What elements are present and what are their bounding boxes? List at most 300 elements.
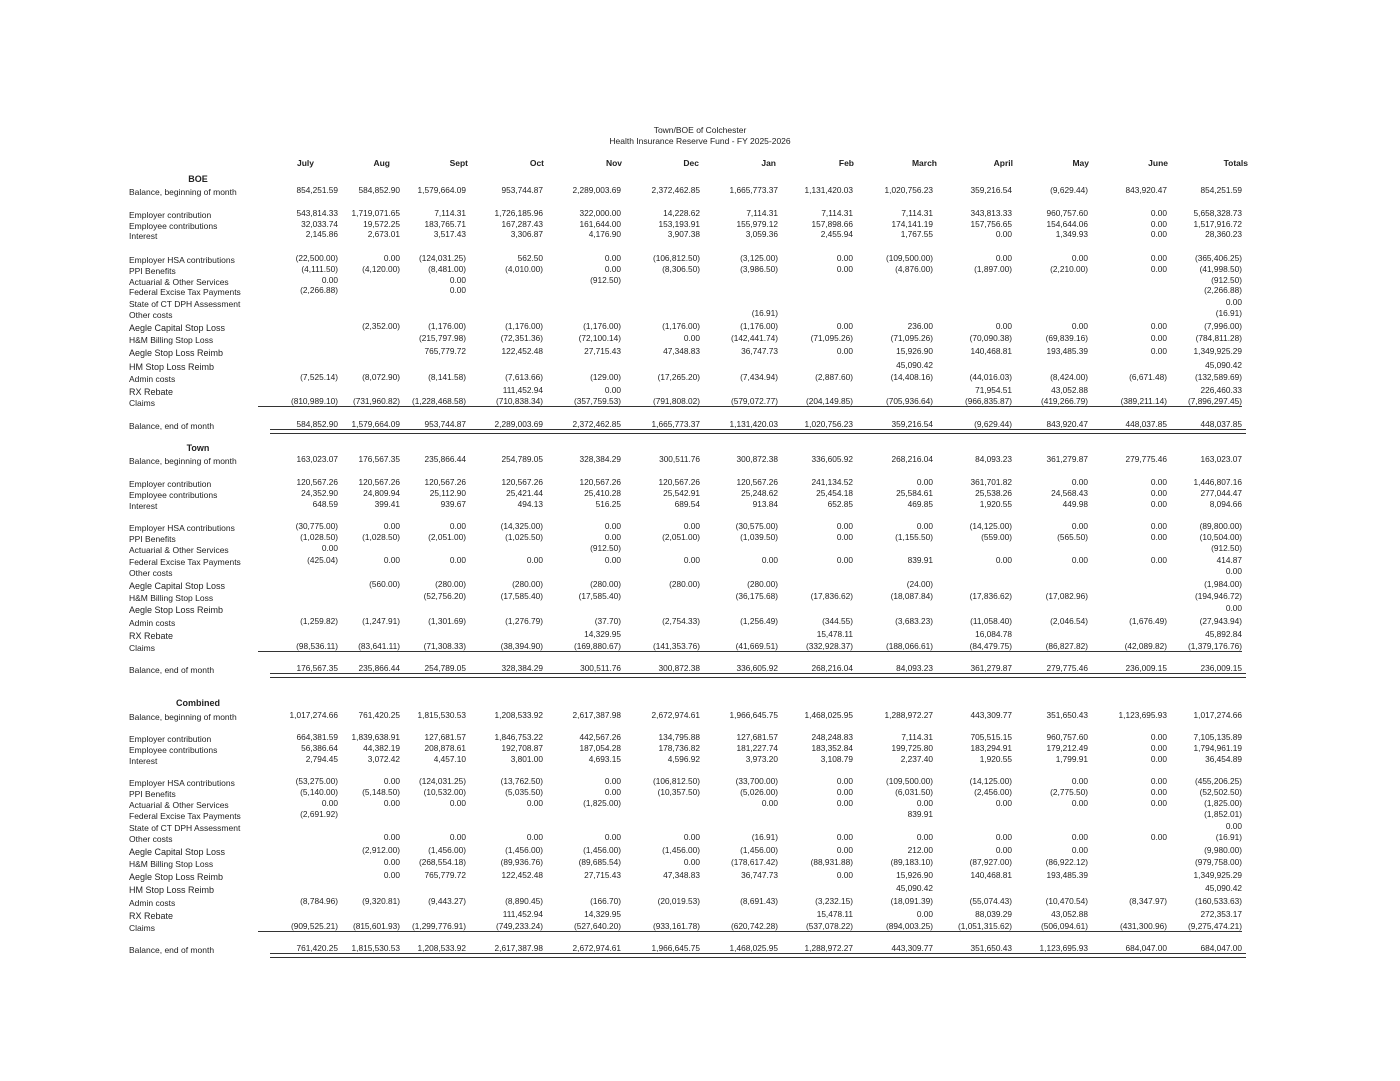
cell-interest-march: 469.85: [907, 499, 933, 509]
cell-interest-feb: 3,108.79: [820, 754, 853, 764]
cell-employer-contribution-april: 705,515.15: [970, 732, 1012, 742]
cell-claims-feb: (204,149.85): [773, 396, 853, 407]
cell-employee-contributions-april: 157,756.65: [970, 219, 1012, 229]
cell-federal-excise-tax-payments-sept: 0.00: [449, 285, 466, 295]
cell-actuarial-and-other-services-july: 0.00: [321, 798, 338, 808]
cell-balance-end-of-month-oct: 2,617,387.98: [494, 943, 543, 953]
cell-rx-rebate-feb: 15,478.11: [816, 629, 853, 639]
cell-ppi-benefits-may: (2,210.00): [1050, 264, 1088, 274]
cell-admin-costs-jan: (8,691.43): [740, 896, 778, 906]
cell-employer-hsa-contributions-nov: 0.00: [604, 521, 621, 531]
cell-admin-costs-june: (6,671.48): [1129, 372, 1167, 382]
row-label-state-of-ct-dph-assessment: State of CT DPH Assessment: [129, 823, 241, 833]
cell-handm-billing-stop-loss-april: (17,836.62): [969, 591, 1012, 601]
cell-ppi-benefits-jan: (1,039.50): [740, 532, 778, 542]
cell-balance-beginning-of-month-jan: 1,665,773.37: [729, 185, 778, 195]
cell-claims-aug: (731,960.82): [320, 396, 400, 407]
cell-actuarial-and-other-services-july: 0.00: [321, 543, 338, 553]
cell-admin-costs-april: (44,016.03): [969, 372, 1012, 382]
cell-balance-end-of-month-jan: 1,468,025.95: [729, 943, 778, 953]
row-label-federal-excise-tax-payments: Federal Excise Tax Payments: [129, 557, 241, 567]
cell-rx-rebate-april: 71,954.51: [975, 385, 1012, 395]
cell-employer-hsa-contributions-july: (22,500.00): [295, 253, 338, 263]
cell-balance-beginning-of-month-totals: 163,023.07: [1200, 454, 1242, 464]
cell-balance-beginning-of-month-totals: 1,017,274.66: [1193, 710, 1242, 720]
cell-claims-sept: (1,228,468.58): [386, 396, 466, 407]
cell-actuarial-and-other-services-nov: (912.50): [590, 275, 621, 285]
row-label-balance-end-of-month: Balance, end of month: [129, 665, 215, 675]
cell-balance-beginning-of-month-feb: 1,131,420.03: [804, 185, 853, 195]
cell-employer-hsa-contributions-feb: 0.00: [836, 253, 853, 263]
cell-aegle-capital-stop-loss-sept: (280.00): [435, 579, 466, 589]
cell-interest-june: 0.00: [1150, 499, 1167, 509]
cell-claims-nov: (527,640.20): [541, 921, 621, 932]
cell-handm-billing-stop-loss-may: (17,082.96): [1045, 591, 1088, 601]
cell-handm-billing-stop-loss-march: (89,183.10): [890, 857, 933, 867]
cell-employer-hsa-contributions-totals: (365,406.25): [1194, 253, 1242, 263]
cell-claims-oct: (38,394.90): [463, 641, 543, 652]
row-label-balance-end-of-month: Balance, end of month: [129, 421, 215, 431]
cell-employee-contributions-june: 0.00: [1150, 219, 1167, 229]
cell-interest-june: 0.00: [1150, 754, 1167, 764]
cell-handm-billing-stop-loss-totals: (194,946.72): [1194, 591, 1242, 601]
cell-interest-sept: 3,517.43: [433, 229, 466, 239]
cell-handm-billing-stop-loss-march: (71,095.26): [890, 333, 933, 343]
cell-state-of-ct-dph-assessment-totals: 0.00: [1225, 297, 1242, 307]
row-label-employer-hsa-contributions: Employer HSA contributions: [129, 255, 235, 265]
cell-balance-beginning-of-month-march: 1,020,756.23: [884, 185, 933, 195]
cell-admin-costs-nov: (166.70): [590, 896, 621, 906]
cell-admin-costs-june: (8,347.97): [1129, 896, 1167, 906]
cell-aegle-stop-loss-reimb-oct: 122,452.48: [501, 346, 543, 356]
cell-interest-may: 1,349.93: [1055, 229, 1088, 239]
cell-interest-sept: 939.67: [440, 499, 466, 509]
cell-interest-march: 2,237.40: [900, 754, 933, 764]
cell-handm-billing-stop-loss-april: (87,927.00): [969, 857, 1012, 867]
cell-other-costs-oct: 0.00: [526, 832, 543, 842]
column-header-june: June: [1148, 158, 1168, 168]
cell-balance-end-of-month-feb: 1,020,756.23: [804, 419, 853, 429]
column-header-dec: Dec: [683, 158, 699, 168]
cell-claims-totals: (1,379,176.76): [1162, 641, 1242, 652]
cell-employer-hsa-contributions-sept: (124,031.25): [418, 253, 466, 263]
cell-aegle-stop-loss-reimb-totals: 1,349,925.29: [1193, 346, 1242, 356]
cell-employer-contribution-may: 960,757.60: [1046, 208, 1088, 218]
cell-claims-nov: (169,880.67): [541, 641, 621, 652]
cell-interest-dec: 689.54: [674, 499, 700, 509]
cell-balance-end-of-month-april: (9,629.44): [974, 419, 1012, 429]
row-label-admin-costs: Admin costs: [129, 618, 176, 628]
cell-balance-end-of-month-nov: 2,672,974.61: [572, 943, 621, 953]
cell-admin-costs-jan: (7,434.94): [740, 372, 778, 382]
cell-employer-contribution-sept: 127,681.57: [424, 732, 466, 742]
cell-handm-billing-stop-loss-jan: (142,441.74): [730, 333, 778, 343]
cell-ppi-benefits-june: 0.00: [1150, 787, 1167, 797]
cell-handm-billing-stop-loss-totals: (784,811.28): [1195, 333, 1242, 343]
cell-ppi-benefits-aug: (4,120.00): [362, 264, 400, 274]
cell-aegle-stop-loss-reimb-june: 0.00: [1150, 346, 1167, 356]
cell-employer-contribution-oct: 120,567.26: [501, 477, 543, 487]
cell-balance-end-of-month-aug: 1,815,530.53: [351, 943, 400, 953]
cell-interest-totals: 28,360.23: [1205, 229, 1242, 239]
cell-aegle-capital-stop-loss-aug: (560.00): [369, 579, 400, 589]
cell-admin-costs-feb: (344.55): [822, 616, 853, 626]
cell-other-costs-april: 0.00: [995, 832, 1012, 842]
cell-ppi-benefits-april: (2,456.00): [974, 787, 1012, 797]
cell-claims-may: (419,266.79): [1008, 396, 1088, 407]
cell-employee-contributions-aug: 44,382.19: [363, 743, 400, 753]
row-label-employer-contribution: Employer contribution: [129, 479, 212, 489]
cell-claims-oct: (749,233.24): [463, 921, 543, 932]
cell-claims-march: (188,066.61): [853, 641, 933, 652]
cell-employee-contributions-march: 25,584.61: [896, 488, 933, 498]
cell-aegle-stop-loss-reimb-april: 140,468.81: [970, 346, 1012, 356]
row-label-other-costs: Other costs: [129, 834, 173, 844]
cell-balance-beginning-of-month-totals: 854,251.59: [1200, 185, 1242, 195]
cell-aegle-capital-stop-loss-dec: (1,456.00): [662, 845, 700, 855]
cell-claims-july: (810,989.10): [258, 396, 338, 407]
cell-employer-hsa-contributions-march: (109,500.00): [885, 253, 933, 263]
cell-employee-contributions-dec: 25,542.91: [663, 488, 700, 498]
cell-employer-contribution-jan: 7,114.31: [746, 208, 778, 218]
cell-handm-billing-stop-loss-dec: 0.00: [683, 857, 700, 867]
cell-employer-contribution-nov: 322,000.00: [579, 208, 621, 218]
cell-aegle-stop-loss-reimb-totals: 1,349,925.29: [1193, 870, 1242, 880]
cell-admin-costs-dec: (2,754.33): [662, 616, 700, 626]
cell-ppi-benefits-march: (1,155.50): [895, 532, 933, 542]
cell-other-costs-jan: (16.91): [751, 308, 778, 318]
cell-interest-oct: 3,801.00: [510, 754, 543, 764]
cell-balance-beginning-of-month-sept: 1,579,664.09: [417, 185, 466, 195]
cell-actuarial-and-other-services-april: 0.00: [995, 798, 1012, 808]
cell-claims-june: (431,300.96): [1087, 921, 1167, 932]
cell-employer-contribution-march: 7,114.31: [901, 732, 933, 742]
cell-hm-stop-loss-reimb-march: 45,090.42: [896, 360, 933, 370]
cell-claims-dec: (141,353.76): [620, 641, 700, 652]
cell-actuarial-and-other-services-sept: 0.00: [449, 275, 466, 285]
cell-balance-beginning-of-month-may: (9,629.44): [1050, 185, 1088, 195]
cell-employer-contribution-april: 343,813.33: [970, 208, 1012, 218]
cell-employer-hsa-contributions-totals: (455,206.25): [1194, 776, 1242, 786]
cell-interest-july: 2,145.86: [305, 229, 338, 239]
cell-hm-stop-loss-reimb-march: 45,090.42: [896, 883, 933, 893]
cell-claims-sept: (71,308.33): [386, 641, 466, 652]
cell-actuarial-and-other-services-sept: 0.00: [449, 798, 466, 808]
cell-balance-beginning-of-month-june: 1,123,695.93: [1118, 710, 1167, 720]
row-label-employee-contributions: Employee contributions: [129, 221, 218, 231]
cell-interest-april: 0.00: [995, 229, 1012, 239]
cell-actuarial-and-other-services-march: 0.00: [916, 798, 933, 808]
cell-balance-end-of-month-june: 448,037.85: [1125, 419, 1167, 429]
cell-actuarial-and-other-services-nov: (1,825.00): [583, 798, 621, 808]
cell-employer-hsa-contributions-jan: (3,125.00): [740, 253, 778, 263]
cell-admin-costs-oct: (7,613.66): [505, 372, 543, 382]
cell-employee-contributions-nov: 25,410.28: [584, 488, 621, 498]
cell-admin-costs-march: (18,091.39): [890, 896, 933, 906]
cell-rx-rebate-may: 43,052.88: [1051, 385, 1088, 395]
column-header-totals: Totals: [1223, 158, 1248, 168]
cell-rx-rebate-feb: 15,478.11: [816, 909, 853, 919]
row-label-ppi-benefits: PPI Benefits: [129, 534, 176, 544]
cell-federal-excise-tax-payments-march: 839.91: [907, 809, 933, 819]
cell-admin-costs-may: (10,470.54): [1045, 896, 1088, 906]
cell-state-of-ct-dph-assessment-totals: 0.00: [1225, 821, 1242, 831]
cell-balance-end-of-month-totals: 448,037.85: [1200, 419, 1242, 429]
cell-employer-contribution-march: 7,114.31: [901, 208, 933, 218]
cell-aegle-capital-stop-loss-oct: (1,176.00): [505, 321, 543, 331]
cell-balance-end-of-month-july: 176,567.35: [296, 663, 338, 673]
row-label-other-costs: Other costs: [129, 568, 173, 578]
row-label-federal-excise-tax-payments: Federal Excise Tax Payments: [129, 811, 241, 821]
report-title: Town/BOE of Colchester: [653, 125, 747, 135]
cell-admin-costs-april: (11,058.40): [970, 616, 1012, 626]
cell-aegle-capital-stop-loss-totals: (1,984.00): [1204, 579, 1242, 589]
cell-employer-contribution-sept: 120,567.26: [424, 477, 466, 487]
cell-aegle-capital-stop-loss-jan: (1,176.00): [740, 321, 778, 331]
cell-employer-hsa-contributions-oct: (14,325.00): [500, 521, 543, 531]
row-label-employer-contribution: Employer contribution: [129, 210, 212, 220]
cell-rx-rebate-nov: 0.00: [604, 385, 621, 395]
row-label-ppi-benefits: PPI Benefits: [129, 266, 176, 276]
cell-claims-jan: (620,742.28): [698, 921, 778, 932]
cell-admin-costs-oct: (8,890.45): [505, 896, 543, 906]
row-label-actuarial-and-other-services: Actuarial & Other Services: [129, 545, 229, 555]
cell-balance-beginning-of-month-sept: 1,815,530.53: [417, 710, 466, 720]
cell-interest-jan: 913.84: [752, 499, 778, 509]
cell-ppi-benefits-dec: (8,306.50): [662, 264, 700, 274]
row-label-ppi-benefits: PPI Benefits: [129, 789, 176, 799]
cell-balance-beginning-of-month-oct: 953,744.87: [501, 185, 543, 195]
column-header-nov: Nov: [605, 158, 622, 168]
row-label-aegle-capital-stop-loss: Aegle Capital Stop Loss: [129, 323, 226, 333]
cell-balance-end-of-month-dec: 300,872.38: [658, 663, 700, 673]
cell-interest-nov: 4,693.15: [588, 754, 621, 764]
cell-handm-billing-stop-loss-aug: 0.00: [383, 857, 400, 867]
cell-employer-hsa-contributions-aug: 0.00: [383, 776, 400, 786]
cell-employer-hsa-contributions-may: 0.00: [1071, 521, 1088, 531]
cell-balance-beginning-of-month-july: 854,251.59: [296, 185, 338, 195]
cell-employer-hsa-contributions-totals: (89,800.00): [1199, 521, 1242, 531]
cell-balance-end-of-month-sept: 953,744.87: [424, 419, 466, 429]
row-label-aegle-stop-loss-reimb: Aegle Stop Loss Reimb: [129, 605, 224, 615]
row-label-state-of-ct-dph-assessment: State of CT DPH Assessment: [129, 299, 241, 309]
cell-employer-hsa-contributions-feb: 0.00: [836, 776, 853, 786]
cell-balance-beginning-of-month-march: 268,216.04: [891, 454, 933, 464]
cell-rx-rebate-may: 43,052.88: [1051, 909, 1088, 919]
cell-aegle-capital-stop-loss-aug: (2,352.00): [362, 321, 400, 331]
cell-employer-contribution-june: 0.00: [1150, 208, 1167, 218]
cell-balance-beginning-of-month-feb: 336,605.92: [811, 454, 853, 464]
cell-other-costs-feb: 0.00: [836, 832, 853, 842]
cell-employer-contribution-july: 120,567.26: [296, 477, 338, 487]
cell-admin-costs-aug: (9,320.81): [362, 896, 400, 906]
cell-federal-excise-tax-payments-may: 0.00: [1071, 555, 1088, 565]
row-label-handm-billing-stop-loss: H&M Billing Stop Loss: [129, 593, 214, 603]
cell-balance-beginning-of-month-nov: 328,384.29: [579, 454, 621, 464]
cell-employer-contribution-aug: 1,719,071.65: [351, 208, 400, 218]
cell-aegle-capital-stop-loss-nov: (1,456.00): [583, 845, 621, 855]
cell-claims-june: (42,089.82): [1087, 641, 1167, 652]
cell-balance-end-of-month-april: 351,650.43: [970, 943, 1012, 953]
row-label-balance-beginning-of-month: Balance, beginning of month: [129, 712, 237, 722]
cell-aegle-stop-loss-reimb-jan: 36,747.73: [741, 346, 778, 356]
cell-handm-billing-stop-loss-jan: (178,617.42): [730, 857, 778, 867]
cell-employer-contribution-oct: 1,846,753.22: [494, 732, 543, 742]
cell-claims-oct: (710,838.34): [463, 396, 543, 407]
cell-interest-july: 2,794.45: [305, 754, 338, 764]
cell-aegle-capital-stop-loss-march: (24.00): [906, 579, 933, 589]
row-label-hm-stop-loss-reimb: HM Stop Loss Reimb: [129, 885, 215, 895]
cell-federal-excise-tax-payments-totals: 414.87: [1216, 555, 1242, 565]
cell-interest-totals: 8,094.66: [1209, 499, 1242, 509]
cell-admin-costs-totals: (132,589.69): [1194, 372, 1242, 382]
cell-balance-end-of-month-july: 584,852.90: [296, 419, 338, 429]
cell-admin-costs-dec: (20,019.53): [657, 896, 700, 906]
cell-balance-end-of-month-nov: 2,372,462.85: [572, 419, 621, 429]
cell-federal-excise-tax-payments-dec: 0.00: [683, 555, 700, 565]
cell-federal-excise-tax-payments-july: (425.04): [307, 555, 338, 565]
cell-employer-contribution-feb: 7,114.31: [821, 208, 853, 218]
row-label-rx-rebate: RX Rebate: [129, 911, 174, 921]
row-label-aegle-stop-loss-reimb: Aegle Stop Loss Reimb: [129, 872, 224, 882]
cell-claims-april: (1,051,315.62): [932, 921, 1012, 932]
row-label-balance-beginning-of-month: Balance, beginning of month: [129, 456, 237, 466]
cell-aegle-stop-loss-reimb-nov: 27,715.43: [584, 346, 621, 356]
cell-admin-costs-sept: (9,443.27): [428, 896, 466, 906]
cell-admin-costs-may: (8,424.00): [1050, 372, 1088, 382]
row-label-rx-rebate: RX Rebate: [129, 631, 174, 641]
cell-aegle-capital-stop-loss-june: 0.00: [1150, 321, 1167, 331]
cell-employee-contributions-june: 0.00: [1150, 488, 1167, 498]
cell-ppi-benefits-june: 0.00: [1150, 264, 1167, 274]
cell-rx-rebate-april: 16,084.78: [975, 629, 1012, 639]
column-header-july: July: [296, 158, 314, 168]
cell-aegle-capital-stop-loss-oct: (280.00): [512, 579, 543, 589]
cell-employer-contribution-may: 0.00: [1071, 477, 1088, 487]
cell-admin-costs-dec: (17,265.20): [657, 372, 700, 382]
cell-aegle-stop-loss-reimb-dec: 47,348.83: [663, 870, 700, 880]
row-label-handm-billing-stop-loss: H&M Billing Stop Loss: [129, 859, 214, 869]
row-label-employer-contribution: Employer contribution: [129, 734, 212, 744]
cell-actuarial-and-other-services-feb: 0.00: [836, 798, 853, 808]
cell-claims-sept: (1,299,776.91): [386, 921, 466, 932]
cell-interest-oct: 3,306.87: [510, 229, 543, 239]
cell-aegle-capital-stop-loss-aug: (2,912.00): [362, 845, 400, 855]
cell-interest-dec: 4,596.92: [667, 754, 700, 764]
cell-balance-beginning-of-month-jan: 300,872.38: [736, 454, 778, 464]
cell-balance-end-of-month-may: 843,920.47: [1046, 419, 1088, 429]
cell-interest-april: 1,920.55: [979, 754, 1012, 764]
cell-handm-billing-stop-loss-sept: (52,756.20): [423, 591, 466, 601]
cell-employer-hsa-contributions-oct: 562.50: [517, 253, 543, 263]
row-label-balance-beginning-of-month: Balance, beginning of month: [129, 187, 237, 197]
cell-interest-aug: 399.41: [374, 499, 400, 509]
cell-employer-hsa-contributions-nov: 0.00: [604, 253, 621, 263]
cell-handm-billing-stop-loss-dec: 0.00: [683, 333, 700, 343]
cell-ppi-benefits-jan: (3,986.50): [740, 264, 778, 274]
cell-employee-contributions-sept: 25,112.90: [429, 488, 466, 498]
cell-federal-excise-tax-payments-totals: (2,266.88): [1204, 285, 1242, 295]
cell-ppi-benefits-may: (2,775.50): [1050, 787, 1088, 797]
cell-employee-contributions-oct: 192,708.87: [501, 743, 543, 753]
row-label-interest: Interest: [129, 501, 158, 511]
cell-employer-hsa-contributions-may: 0.00: [1071, 776, 1088, 786]
cell-employer-hsa-contributions-june: 0.00: [1150, 253, 1167, 263]
cell-employer-hsa-contributions-sept: (124,031.25): [418, 776, 466, 786]
cell-aegle-stop-loss-reimb-may: 193,485.39: [1046, 346, 1088, 356]
cell-balance-beginning-of-month-may: 361,279.87: [1046, 454, 1088, 464]
cell-actuarial-and-other-services-nov: (912.50): [590, 543, 621, 553]
cell-aegle-capital-stop-loss-march: 236.00: [907, 321, 933, 331]
row-label-employee-contributions: Employee contributions: [129, 490, 218, 500]
cell-actuarial-and-other-services-totals: (912.50): [1211, 275, 1242, 285]
cell-admin-costs-nov: (129.00): [590, 372, 621, 382]
cell-employer-hsa-contributions-aug: 0.00: [383, 253, 400, 263]
row-label-claims: Claims: [129, 923, 155, 933]
cell-balance-end-of-month-march: 359,216.54: [891, 419, 933, 429]
row-label-admin-costs: Admin costs: [129, 374, 176, 384]
column-header-feb: Feb: [838, 158, 854, 168]
cell-employer-contribution-jan: 120,567.26: [736, 477, 778, 487]
cell-employee-contributions-nov: 187,054.28: [579, 743, 621, 753]
row-label-interest: Interest: [129, 231, 158, 241]
cell-balance-beginning-of-month-jan: 1,966,645.75: [729, 710, 778, 720]
cell-admin-costs-july: (7,525.14): [300, 372, 338, 382]
cell-balance-end-of-month-march: 443,309.77: [891, 943, 933, 953]
cell-employer-hsa-contributions-dec: (106,812.50): [652, 253, 700, 263]
cell-employee-contributions-oct: 167,287.43: [501, 219, 543, 229]
cell-ppi-benefits-nov: 0.00: [604, 787, 621, 797]
cell-aegle-capital-stop-loss-totals: (7,996.00): [1204, 321, 1242, 331]
cell-handm-billing-stop-loss-feb: (17,836.62): [810, 591, 853, 601]
cell-handm-billing-stop-loss-feb: (71,095.26): [810, 333, 853, 343]
cell-employee-contributions-aug: 24,809.94: [363, 488, 400, 498]
cell-aegle-stop-loss-reimb-dec: 47,348.83: [663, 346, 700, 356]
cell-ppi-benefits-oct: (4,010.00): [505, 264, 543, 274]
cell-admin-costs-feb: (2,887.60): [815, 372, 853, 382]
cell-claims-july: (909,525.21): [258, 921, 338, 932]
cell-ppi-benefits-march: (6,031.50): [895, 787, 933, 797]
cell-claims-feb: (537,078.22): [773, 921, 853, 932]
cell-ppi-benefits-april: (559.00): [981, 532, 1012, 542]
row-label-federal-excise-tax-payments: Federal Excise Tax Payments: [129, 287, 241, 297]
cell-actuarial-and-other-services-oct: 0.00: [526, 798, 543, 808]
row-label-handm-billing-stop-loss: H&M Billing Stop Loss: [129, 335, 214, 345]
cell-admin-costs-july: (8,784.96): [300, 896, 338, 906]
cell-claims-jan: (579,072.77): [698, 396, 778, 407]
cell-interest-may: 449.98: [1062, 499, 1088, 509]
cell-employer-contribution-july: 543,814.33: [296, 208, 338, 218]
cell-balance-beginning-of-month-april: 84,093.23: [975, 454, 1012, 464]
cell-admin-costs-totals: (27,943.94): [1199, 616, 1242, 626]
cell-aegle-stop-loss-reimb-march: 15,926.90: [896, 346, 933, 356]
cell-handm-billing-stop-loss-oct: (89,936.76): [500, 857, 543, 867]
cell-employer-contribution-april: 361,701.82: [970, 477, 1012, 487]
cell-ppi-benefits-dec: (10,357.50): [657, 787, 700, 797]
cell-employer-hsa-contributions-jan: (30,575.00): [735, 521, 778, 531]
cell-claims-july: (98,536.11): [258, 641, 338, 652]
cell-aegle-capital-stop-loss-may: 0.00: [1071, 845, 1088, 855]
cell-employee-contributions-jan: 155,979.12: [736, 219, 778, 229]
cell-balance-beginning-of-month-oct: 1,208,533.92: [494, 710, 543, 720]
cell-hm-stop-loss-reimb-totals: 45,090.42: [1205, 883, 1242, 893]
cell-ppi-benefits-july: (4,111.50): [301, 264, 338, 274]
cell-hm-stop-loss-reimb-totals: 45,090.42: [1205, 360, 1242, 370]
cell-ppi-benefits-june: 0.00: [1150, 532, 1167, 542]
cell-balance-end-of-month-jan: 1,131,420.03: [729, 419, 778, 429]
cell-balance-end-of-month-totals: 236,009.15: [1200, 663, 1242, 673]
cell-balance-end-of-month-aug: 1,579,664.09: [351, 419, 400, 429]
